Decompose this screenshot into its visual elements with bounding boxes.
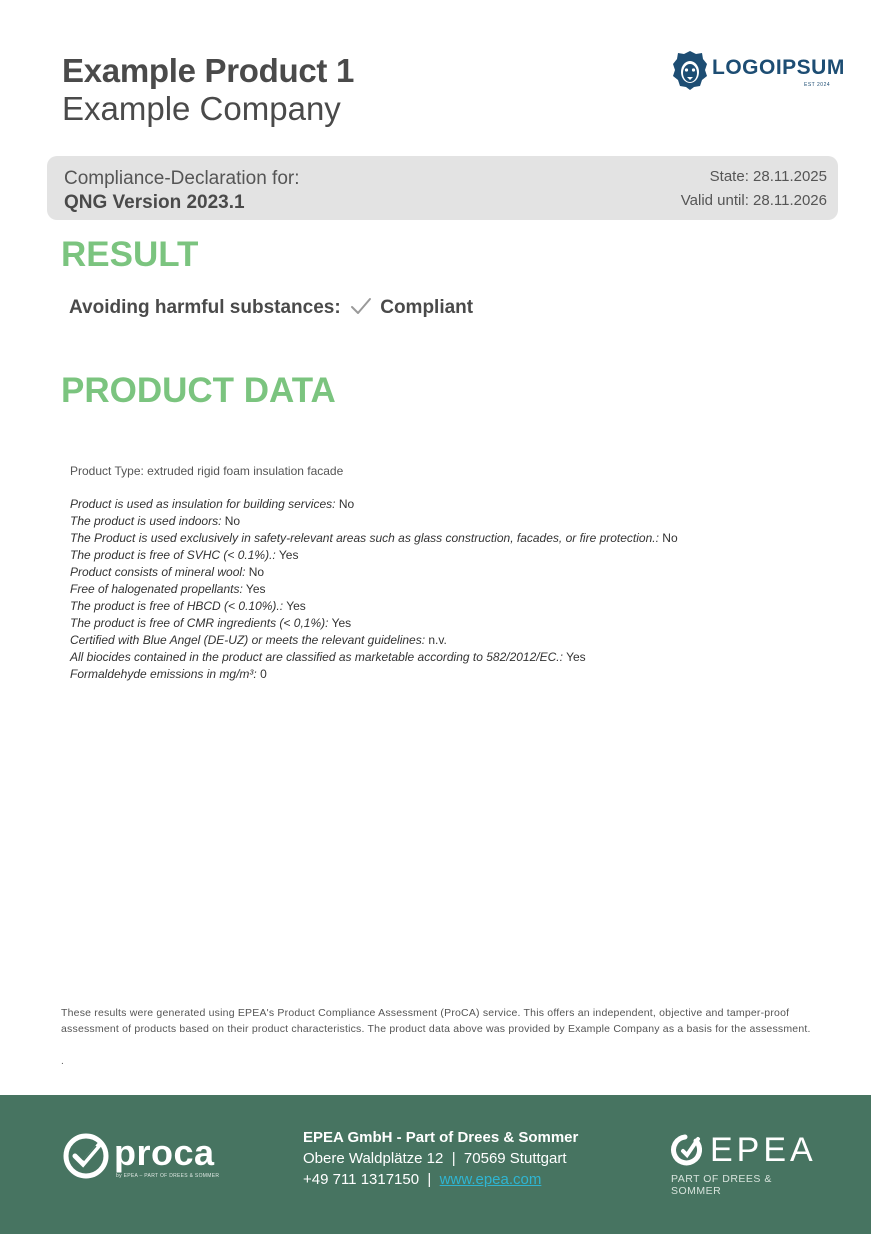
- disclaimer-dot: .: [61, 1056, 64, 1067]
- result-label: Avoiding harmful substances:: [69, 297, 341, 318]
- epea-circle-icon: [668, 1133, 702, 1167]
- property-answer: Yes: [562, 650, 586, 664]
- product-type: Product Type: extruded rigid foam insulation facade: [70, 464, 344, 478]
- property-question: Product is used as insulation for building services:: [70, 497, 336, 511]
- property-item: [70, 632, 678, 649]
- property-item: [70, 530, 678, 547]
- footer-company: EPEA GmbH - Part of Drees & Sommer: [303, 1129, 579, 1146]
- property-answer: No: [245, 565, 265, 579]
- company-subtitle: Example Company: [62, 90, 341, 127]
- property-answer: 0: [256, 667, 267, 681]
- property-item: [70, 564, 678, 581]
- property-answer: No: [658, 531, 678, 545]
- company-logo: [672, 50, 845, 92]
- property-answer: No: [221, 514, 241, 528]
- result-status: Compliant: [380, 297, 474, 318]
- property-item: [70, 615, 678, 632]
- logo-text: LOGOIPSUM: [712, 56, 845, 79]
- property-item: [70, 649, 678, 666]
- result-heading: RESULT: [61, 235, 199, 274]
- epea-wordmark: EPEA: [710, 1131, 817, 1169]
- proca-logo: [62, 1132, 222, 1182]
- disclaimer-text: These results were generated using EPEA's Product Compliance Assessment (ProCA) service. This offers an independent, objective and tamper-proof assessment of products based on their product characteristics. The product data above was provided by Example Company as a basis for the assessment.: [61, 1007, 811, 1035]
- result-summary: [69, 297, 473, 319]
- proca-check-circle-icon: [62, 1132, 110, 1180]
- property-question: The product is free of HBCD (< 0.10%).:: [70, 599, 284, 613]
- declaration-box: [47, 156, 838, 220]
- footer-street: Obere Waldplätze 12 | 70569 Stuttgart: [303, 1150, 567, 1167]
- footer-website-link[interactable]: www.epea.com: [439, 1171, 542, 1188]
- checkmark-icon: [350, 297, 372, 315]
- property-question: Product consists of mineral wool:: [70, 565, 246, 579]
- footer-phone: +49 711 1317150 |: [303, 1171, 440, 1188]
- logo-tagline: EST 2024: [804, 82, 831, 88]
- footer: [0, 1095, 871, 1234]
- property-item: [70, 496, 678, 513]
- footer-address: [303, 1127, 578, 1190]
- product-data-heading: PRODUCT DATA: [61, 371, 336, 410]
- declaration-state-date: State: 28.11.2025: [709, 168, 827, 185]
- property-question: The product is free of SVHC (< 0.1%).:: [70, 548, 276, 562]
- proca-wordmark: proca: [114, 1132, 215, 1173]
- property-question: All biocides contained in the product are classified as marketable according to 582/2012/EC.:: [70, 650, 563, 664]
- property-item: [70, 513, 678, 530]
- property-answer: Yes: [242, 582, 266, 596]
- proca-tagline: by EPEA – PART OF DREES & SOMMER: [116, 1173, 220, 1179]
- product-title: Example Product 1: [62, 52, 354, 89]
- epea-logo: [668, 1131, 818, 1197]
- property-item: [70, 581, 678, 598]
- property-answer: No: [335, 497, 355, 511]
- property-item: [70, 666, 678, 683]
- property-question: The Product is used exclusively in safety-relevant areas such as glass construction, facades, or fire protection.:: [70, 531, 659, 545]
- property-answer: Yes: [328, 616, 352, 630]
- property-question: Free of halogenated propellants:: [70, 582, 243, 596]
- property-answer: Yes: [283, 599, 306, 613]
- lion-head-icon: [672, 50, 708, 90]
- property-answer: Yes: [275, 548, 299, 562]
- declaration-valid-until: Valid until: 28.11.2026: [680, 192, 827, 209]
- footer-contact: [303, 1169, 578, 1190]
- property-question: The product is free of CMR ingredients (< 0,1%):: [70, 616, 329, 630]
- property-question: Formaldehyde emissions in mg/m³:: [70, 667, 257, 681]
- property-answer: n.v.: [425, 633, 447, 647]
- property-item: [70, 547, 678, 564]
- epea-tagline: PART OF DREES & SOMMER: [671, 1173, 772, 1197]
- property-question: The product is used indoors:: [70, 514, 222, 528]
- property-question: Certified with Blue Angel (DE-UZ) or meets the relevant guidelines:: [70, 633, 426, 647]
- property-item: [70, 598, 678, 615]
- declaration-version: QNG Version 2023.1: [64, 192, 245, 213]
- product-properties-list: [70, 496, 678, 683]
- declaration-label: Compliance-Declaration for:: [64, 168, 300, 189]
